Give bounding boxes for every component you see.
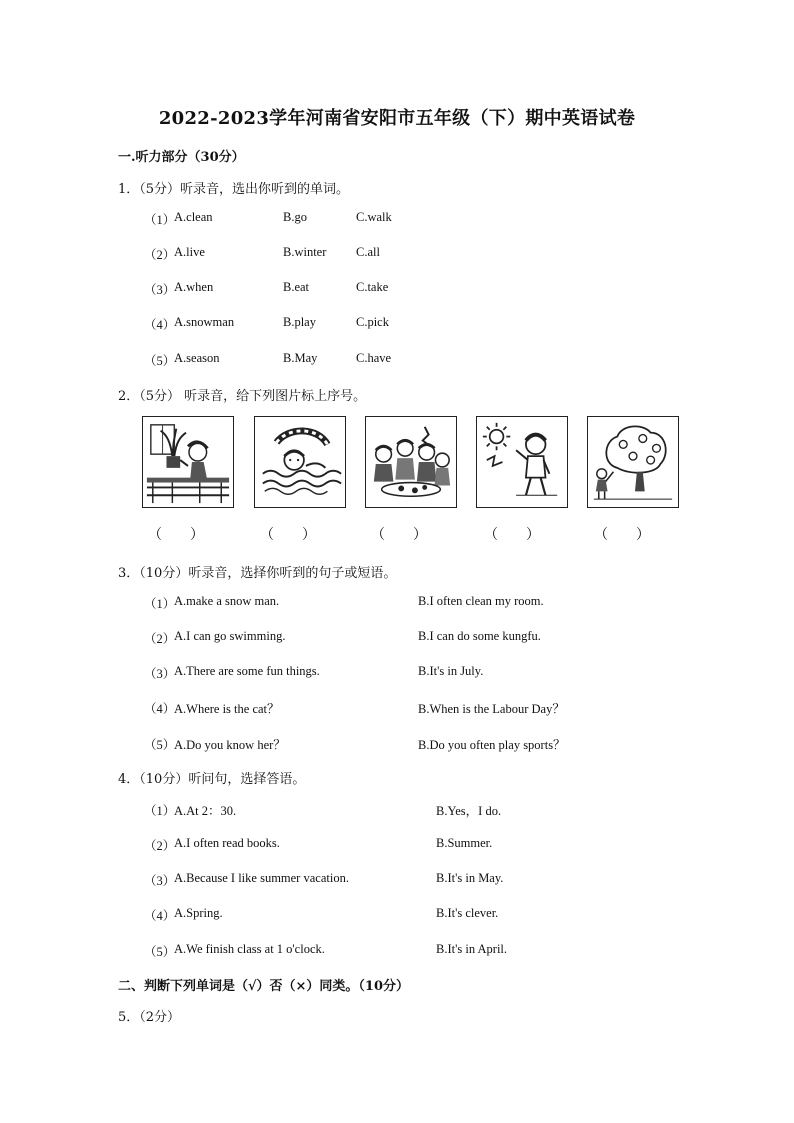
q3-row-number: （5） [144, 738, 176, 752]
answer-blank[interactable]: （ ） [148, 527, 204, 543]
q4-row-number: （5） [144, 945, 176, 959]
q1-option-b: B.eat [283, 280, 310, 294]
q4-row-number: （4） [144, 909, 176, 923]
q3-option-a: A.make a snow man. [174, 594, 280, 608]
q3-row-number: （4） [144, 702, 176, 716]
q4-option-a: A.I often read books. [174, 836, 280, 850]
page-title: 2022-2023学年河南省安阳市五年级（下）期中英语试卷 [158, 108, 636, 129]
q4-row-number: （1） [144, 804, 176, 818]
q1-row-number: （3） [144, 283, 176, 297]
boy-in-sun-icon [476, 416, 568, 508]
boy-swimming-icon [254, 416, 346, 508]
q3-option-a: A.Where is the cat？ [174, 702, 280, 716]
q1-row-number: （5） [144, 354, 176, 368]
children-picnic-icon [365, 416, 457, 508]
question-1-stem: 1．（5分）听录音，选出你听到的单词。 [118, 182, 350, 197]
q1-option-a: A.season [174, 351, 220, 365]
q3-option-b: B.Do you often play sports？ [418, 738, 566, 752]
q4-option-b: B.It's clever. [436, 906, 499, 920]
q4-option-a: A.Spring. [174, 906, 223, 920]
q3-option-b: B.It's in July. [418, 664, 484, 678]
section-heading-listening: 一.听力部分（30分） [118, 150, 245, 165]
q3-option-b: B.When is the Labour Day？ [418, 702, 565, 716]
q3-row-number: （2） [144, 632, 176, 646]
q1-option-b: B.winter [283, 245, 327, 259]
answer-blank[interactable]: （ ） [260, 527, 316, 543]
question-3-stem: 3．（10分）听录音，选择你听到的句子或短语。 [118, 566, 397, 581]
q1-row-number: （1） [144, 213, 176, 227]
q3-option-b: B.I often clean my room. [418, 594, 544, 608]
q4-option-a: A.At 2：30. [174, 804, 237, 818]
q1-option-a: A.when [174, 280, 214, 294]
q1-option-c: C.pick [356, 315, 389, 329]
q3-option-a: A.I can go swimming. [174, 629, 286, 643]
answer-blank[interactable]: （ ） [484, 527, 540, 543]
girl-watering-plant-icon [142, 416, 234, 508]
q4-option-b: B.Summer. [436, 836, 493, 850]
q1-option-a: A.snowman [174, 315, 235, 329]
q4-option-a: A.Because I like summer vacation. [174, 871, 349, 885]
section-heading-judgement: 二、判断下列单词是（√）否（×）同类。（10分） [118, 979, 410, 994]
answer-blank[interactable]: （ ） [594, 527, 650, 543]
q1-option-c: C.take [356, 280, 389, 294]
question-5-stem: 5．（2分） [118, 1010, 181, 1025]
q1-option-b: B.play [283, 315, 316, 329]
q4-option-a: A.We finish class at 1 o'clock. [174, 942, 325, 956]
q4-option-b: B.Yes，I do. [436, 804, 502, 818]
question-4-stem: 4．（10分）听问句，选择答语。 [118, 772, 306, 787]
q1-option-a: A.clean [174, 210, 213, 224]
answer-blank[interactable]: （ ） [371, 527, 427, 543]
q1-option-c: C.walk [356, 210, 392, 224]
question-2-stem: 2．（5分） 听录音，给下列图片标上序号。 [118, 389, 367, 404]
q1-option-b: B.May [283, 351, 318, 365]
q3-option-a: A.There are some fun things. [174, 664, 320, 678]
q1-row-number: （4） [144, 318, 176, 332]
q4-option-b: B.It's in May. [436, 871, 504, 885]
q3-row-number: （3） [144, 667, 176, 681]
q1-option-b: B.go [283, 210, 307, 224]
q3-option-a: A.Do you know her？ [174, 738, 286, 752]
q3-row-number: （1） [144, 597, 176, 611]
girl-picking-apples-icon [587, 416, 679, 508]
q1-option-c: C.all [356, 245, 380, 259]
q1-option-c: C.have [356, 351, 392, 365]
q4-option-b: B.It's in April. [436, 942, 508, 956]
q4-row-number: （2） [144, 839, 176, 853]
q1-row-number: （2） [144, 248, 176, 262]
q1-option-a: A.live [174, 245, 205, 259]
q4-row-number: （3） [144, 874, 176, 888]
q3-option-b: B.I can do some kungfu. [418, 629, 541, 643]
